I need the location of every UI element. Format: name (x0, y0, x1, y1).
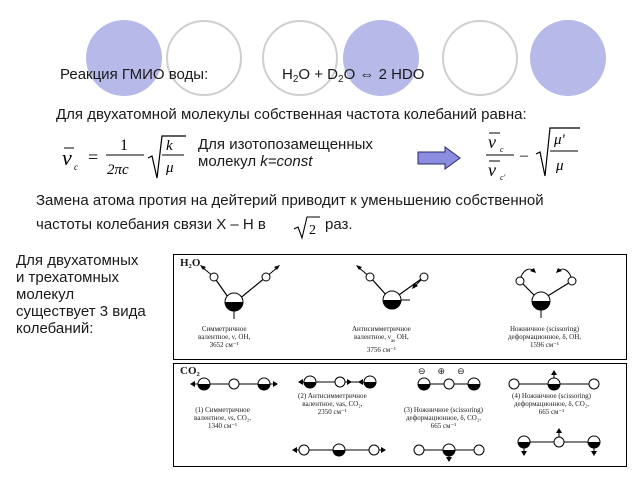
ratio-minus: – (520, 147, 528, 164)
co2-plus-minus-row (418, 367, 477, 375)
h2o-mode2-l2-text: валентное, ν (354, 333, 391, 341)
h2o-title: H₂O (180, 257, 201, 269)
replacement-tail: раз. (325, 216, 353, 233)
h2o-mode2-sub: as (390, 339, 396, 344)
h2o-mode2-l3: 3756 см⁻¹ (366, 346, 396, 354)
h2o-vibration-panel (173, 254, 627, 360)
co2-mode4-label (512, 392, 591, 416)
eq-sub2: 2 (338, 74, 344, 85)
h2o-mode3-l3: 1596 см⁻¹ (529, 341, 560, 349)
h2o-mode1-l3: 3652 см⁻¹ (209, 341, 239, 349)
eq-mid: O + D (298, 66, 339, 83)
ratio-mu-prime: μ' (554, 132, 565, 148)
svg-text:c: c (74, 162, 78, 172)
isotope-note-line1: Для изотопозамещенных (198, 136, 373, 153)
co2-mode2-l2 (298, 400, 367, 408)
h2o-mode3-l1: Ножничное (scissoring) (509, 325, 580, 333)
ratio-nu-bottom: ν (488, 160, 496, 180)
side-note (16, 252, 146, 337)
side-note-line3: молекул (16, 286, 75, 303)
co2-mode2-l1: (2) Антисимметричное (298, 392, 367, 400)
formula-2pic: 2πc (107, 162, 129, 178)
replacement-line2: частоты колебания связи X – H в (36, 216, 266, 233)
h2o-scissoring-molecule (516, 268, 576, 318)
minus-sign-icon: ⊖ (418, 366, 438, 376)
co2-mode1-l1: (1) Симметричное (195, 406, 250, 414)
co2-scissoring-out-of-plane-molecule (418, 378, 480, 390)
h2o-mode-diagrams (174, 255, 626, 325)
co2-vibration-panel (173, 363, 627, 467)
co2-mode3-label (404, 406, 483, 430)
co2-mode1-l2-text: валентное, ν (194, 414, 231, 422)
co2-mode3-l1: (3) Ножничное (scissoring) (404, 406, 483, 414)
svg-text:c': c' (500, 173, 506, 182)
h2o-antisymmetric-molecule (356, 265, 428, 309)
co2-mode2-label (298, 392, 367, 416)
decor-circle-6 (530, 20, 606, 96)
co2-mode1-label (194, 406, 251, 430)
co2-antisymmetric-molecule (298, 376, 376, 388)
co2-bending-molecule-bottom (414, 444, 484, 462)
co2-mode3-l2: деформационное, δ, CO₂, (405, 414, 482, 422)
decor-circle-2 (166, 20, 242, 96)
minus-sign-icon-2: ⊖ (457, 366, 477, 376)
h2o-symmetric-molecule (200, 265, 280, 319)
co2-mode4-l3: 665 см⁻¹ (538, 408, 565, 416)
eq-h: H (282, 66, 293, 83)
h2o-mode2-l2 (352, 333, 411, 346)
isotope-note-k: k=const (260, 153, 313, 170)
h2o-mode2-tail: OH, (395, 333, 409, 341)
isotope-ratio-formula (484, 124, 584, 186)
co2-mode2-l3: 2350 см⁻¹ (317, 408, 347, 416)
h2o-mode1-label (198, 325, 250, 349)
h2o-mode3-label (508, 325, 581, 349)
h2o-mode2-l1: Антисимметричное (352, 325, 411, 333)
replacement-line1: Замена атома протия на дейтерий приводит к уменьшению собственной (36, 192, 544, 209)
ratio-mu: μ (556, 158, 564, 174)
reaction-equation (282, 66, 424, 85)
sqrt-two (292, 214, 322, 240)
co2-bending-molecule-top (509, 370, 599, 390)
svg-text:c: c (500, 145, 504, 154)
co2-mode4-l2: деформационное, δ, CO₂, (513, 400, 590, 408)
isotope-note (198, 136, 373, 170)
ratio-nu-top: ν (488, 132, 496, 152)
co2-mode2-l2-tail: as, CO₂, (339, 400, 363, 408)
right-arrow-icon (417, 146, 461, 170)
eq-tail: O ⇔ 2 HDO (343, 66, 425, 83)
side-note-line4: существует 3 вида (16, 303, 146, 320)
side-note-line2: и трехатомных (16, 269, 120, 286)
eq-sub1: 2 (292, 74, 299, 85)
co2-mode1-l3: 1340 см⁻¹ (207, 422, 238, 430)
formula-mu: μ (166, 160, 174, 176)
formula-k: k (166, 138, 173, 154)
co2-mode3-l3: 665 см⁻¹ (430, 422, 457, 430)
frequency-statement: Для двухатомной молекулы собственная частота колебаний равна: (56, 106, 527, 123)
plus-sign-icon: ⊕ (437, 366, 458, 376)
formula-one: 1 (120, 137, 128, 154)
isotope-note-prefix: молекул (198, 153, 261, 170)
decor-circle-5 (442, 20, 518, 96)
frequency-formula (60, 130, 190, 186)
co2-title: CO₂ (180, 365, 200, 377)
isotope-note-line2 (198, 153, 373, 170)
co2-symmetric-molecule-bottom (292, 444, 386, 456)
co2-symmetric-molecule (190, 378, 278, 390)
side-note-line5: колебаний: (16, 320, 94, 337)
co2-mode1-l2-tail: s, CO₂, (230, 414, 252, 422)
reaction-label: Реакция ГМИО воды: (60, 66, 209, 83)
sqrt-two-value: 2 (309, 223, 316, 238)
co2-mode1-l2 (194, 414, 251, 422)
svg-text:=: = (88, 147, 99, 167)
h2o-mode1-l2: валентное, ν, OH, (198, 333, 251, 341)
side-note-line1: Для двухатомных (16, 252, 139, 269)
co2-mode4-l1: (4) Ножничное (scissoring) (512, 392, 591, 400)
h2o-mode1-l1: Симметричное (201, 325, 247, 333)
formula-nu: ν (62, 145, 72, 170)
h2o-mode2-label (352, 325, 411, 354)
co2-mode2-l2-text: валентное, ν (302, 400, 340, 408)
h2o-mode3-l2: деформационное, δ, OH, (508, 333, 582, 341)
decor-circle-1 (86, 20, 162, 96)
co2-scissoring-in-plane-molecule (518, 428, 600, 456)
